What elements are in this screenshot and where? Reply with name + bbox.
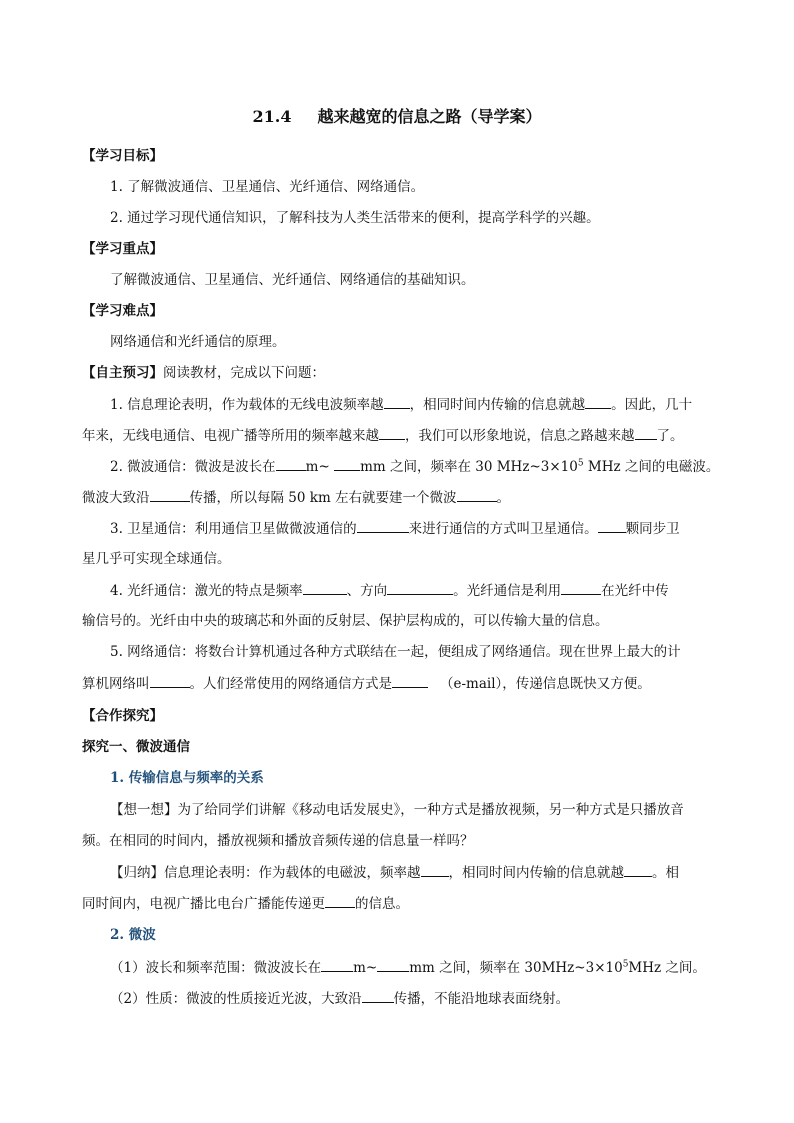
explore-1-heading: 探究一、微波通信	[82, 739, 190, 755]
question-4-line-2: 输信号的。光纤由中央的玻璃芯和外面的反射层、保护层构成的，可以传输大量的信息。	[82, 613, 609, 629]
answer-blank[interactable]	[325, 894, 355, 908]
page-title	[0, 106, 794, 128]
answer-blank[interactable]	[303, 581, 347, 595]
answer-blank[interactable]	[421, 863, 449, 877]
conclusion-line-2: 同时间内，电视广播比电台广播能传递更 的信息。	[82, 896, 409, 912]
preview-line	[82, 364, 325, 382]
answer-blank[interactable]	[624, 863, 652, 877]
heading-difficulties: 【学习难点】	[82, 303, 163, 319]
answer-blank[interactable]	[276, 457, 306, 471]
goal-item-2: 2. 通过学习现代通信知识，了解科技为人类生活带来的便利，提高学科学的兴趣。	[110, 210, 600, 226]
subheading-frequency: 1. 传输信息与频率的关系	[110, 770, 264, 786]
question-3-line-2: 星几乎可实现全球通信。	[82, 551, 231, 567]
heading-key-points: 【学习重点】	[82, 241, 163, 257]
subheading-microwave: 2. 微波	[110, 927, 156, 943]
question-5-line-1: 5. 网络通信：将数台计算机通过各种方式联结在一起，便组成了网络通信。现在世界上最大的计	[110, 644, 681, 660]
answer-blank[interactable]	[150, 488, 190, 502]
question-5-line-2: 算机网络叫 。人们经常使用的网络通信方式是 （e-mail），传递信息既快又方便。	[82, 676, 651, 692]
answer-blank[interactable]	[379, 426, 405, 440]
answer-blank[interactable]	[321, 958, 353, 972]
answer-blank[interactable]	[585, 395, 611, 409]
question-3-line-1: 3. 卫星通信：利用通信卫星做微波通信的 来进行通信的方式叫卫星通信。 颗同步卫	[110, 521, 680, 537]
heading-cooperation: 【合作探究】	[82, 708, 163, 724]
difficulty-text: 网络通信和光纤通信的原理。	[110, 334, 286, 350]
goal-item-1: 1. 了解微波通信、卫星通信、光纤通信、网络通信。	[110, 179, 425, 195]
think-line-2: 频。在相同的时间内，播放视频和播放音频传递的信息量一样吗？	[82, 833, 474, 849]
answer-blank[interactable]	[392, 674, 428, 688]
answer-blank[interactable]	[377, 958, 409, 972]
question-2-line-1: 2. 微波通信：微波是波长在 m~ mm 之间，频率在 30 $MHz\sim 3\times 10^5$ MHz 之间的电磁波。	[110, 458, 720, 475]
heading-preview: 【自主预习】	[82, 365, 163, 381]
microwave-item-1: （1）波长和频率范围：微波波长在 m~ mm 之间，频率在 $30MHz\sim 3\times 10^5MHz$ 之间。	[110, 959, 706, 976]
section-number: 21.4	[252, 107, 292, 126]
microwave-item-2: （2）性质：微波的性质接近光波，大致沿 传播，不能沿地球表面绕射。	[110, 991, 570, 1007]
question-1-line-2: 年来，无线电通信、电视广播等所用的频率越来越 ，我们可以形象地说，信息之路越来越 了。	[82, 428, 684, 444]
heading-goals: 【学习目标】	[82, 148, 163, 164]
answer-blank[interactable]	[357, 519, 409, 533]
answer-blank[interactable]	[334, 457, 360, 471]
question-2-line-2: 微波大致沿 传播，所以每隔 50 km 左右就要建一个微波 。	[82, 490, 511, 506]
key-point-text: 了解微波通信、卫星通信、光纤通信、网络通信的基础知识。	[110, 272, 475, 288]
question-1-line-1: 1. 信息理论表明，作为载体的无线电波频率越 ，相同时间内传输的信息就越 。因此，几十	[110, 397, 693, 413]
answer-blank[interactable]	[598, 519, 626, 533]
preview-intro: 阅读教材，完成以下问题：	[163, 365, 325, 381]
think-line-1: 【想一想】为了给同学们讲解《移动电话发展史》，一种方式是播放视频，另一种方式是只播放音	[110, 802, 684, 818]
answer-blank[interactable]	[150, 674, 190, 688]
answer-blank[interactable]	[635, 426, 657, 440]
conclusion-line-1: 【归纳】信息理论表明：作为载体的电磁波，频率越 ，相同时间内传输的信息就越 。相	[110, 865, 679, 881]
answer-blank[interactable]	[387, 581, 453, 595]
question-4-line-1: 4. 光纤通信：激光的特点是频率 、方向 。光纤通信是利用 在光纤中传	[110, 583, 669, 599]
title-text: 越来越宽的信息之路（导学案）	[317, 107, 542, 126]
answer-blank[interactable]	[384, 395, 410, 409]
answer-blank[interactable]	[362, 989, 394, 1003]
answer-blank[interactable]	[457, 488, 497, 502]
answer-blank[interactable]	[561, 581, 601, 595]
